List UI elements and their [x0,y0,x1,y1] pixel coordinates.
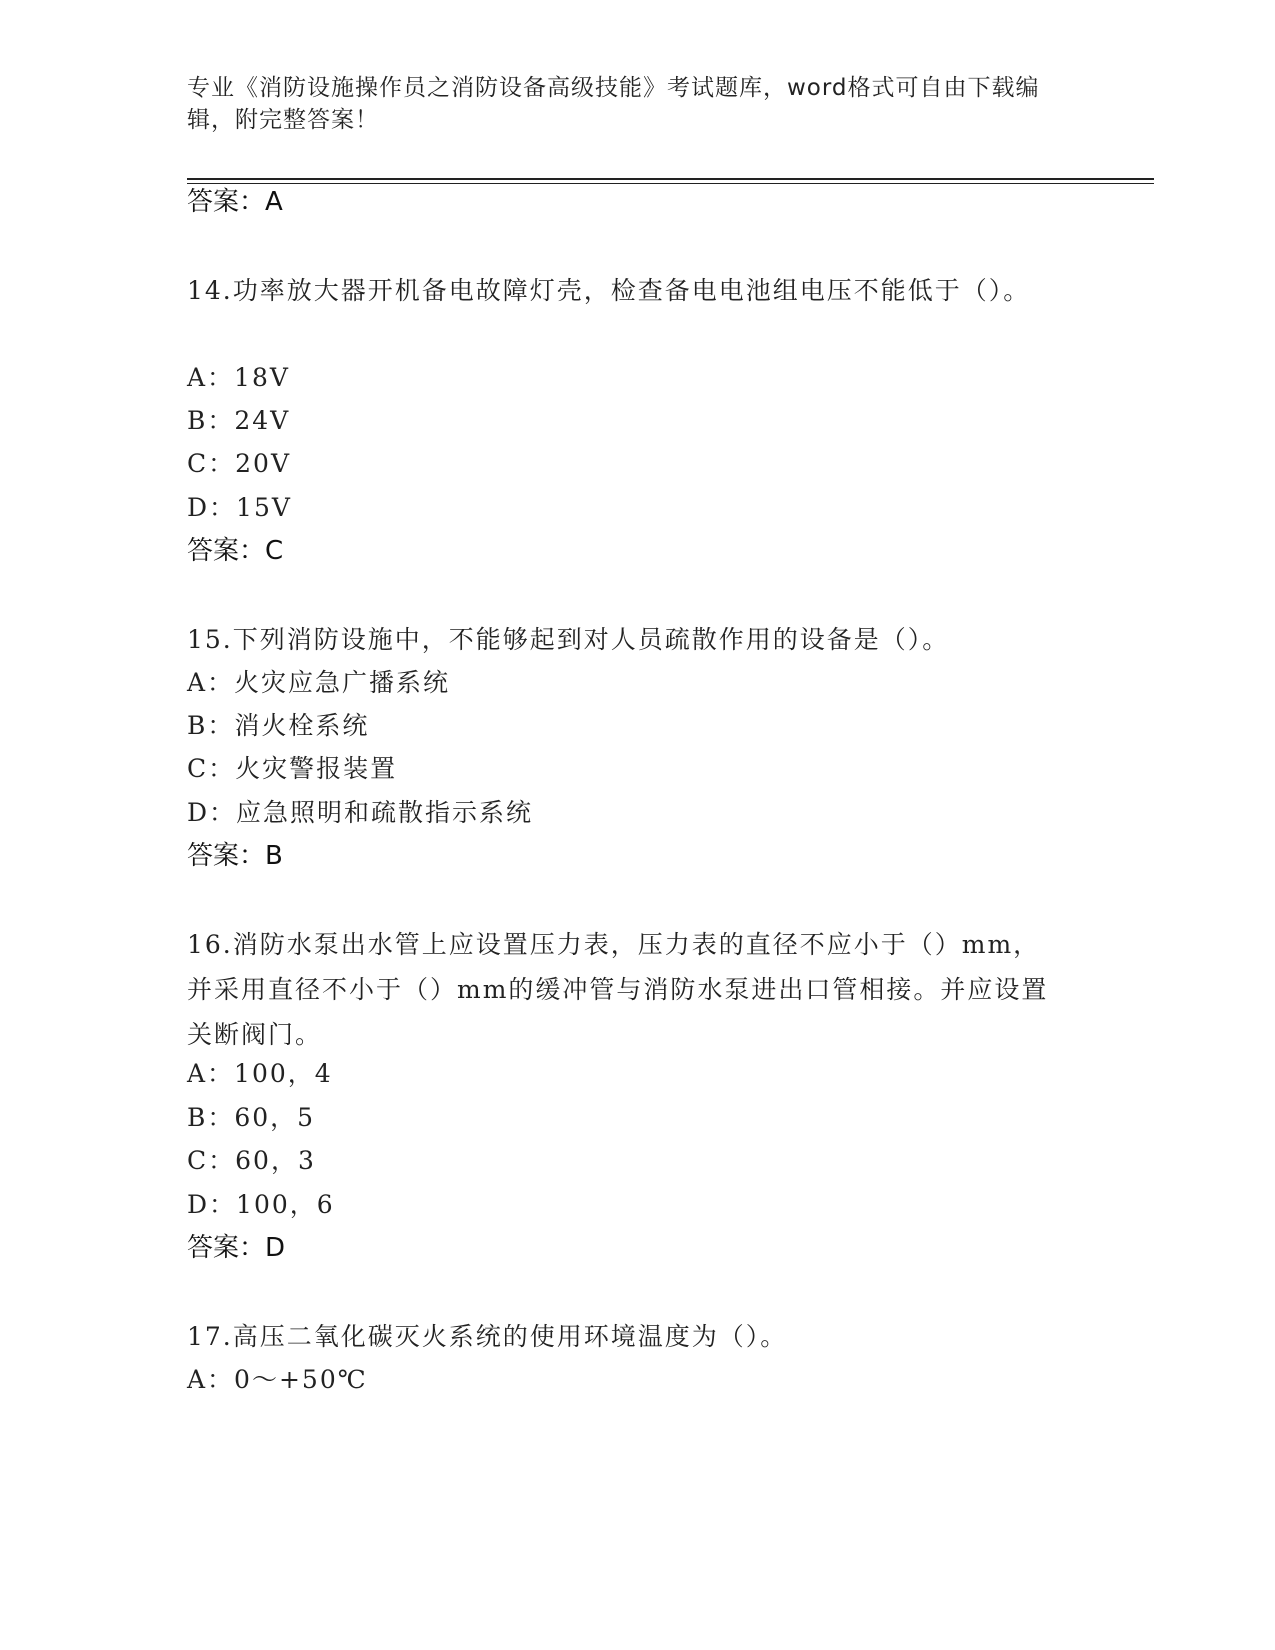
question-15-stem: 15.下列消防设施中，不能够起到对人员疏散作用的设备是（）。 [187,625,950,654]
question-15-option-b: B：消火栓系统 [187,711,370,740]
answer-15: 答案：B [187,841,283,871]
question-15-option-a: A：火灾应急广播系统 [187,668,451,697]
question-16-option-c: C：60，3 [187,1146,316,1175]
question-16-option-d: D：100，6 [187,1190,335,1219]
question-16-option-b: B：60，5 [187,1103,316,1132]
header-divider-thick [187,178,1154,180]
question-14-option-b: B：24V [187,406,291,435]
question-14-option-c: C：20V [187,449,291,478]
question-17-option-a: A：0～+50℃ [187,1365,368,1394]
header-divider-thin [187,183,1154,184]
question-16-option-a: A：100，4 [187,1059,333,1088]
question-14-stem: 14.功率放大器开机备电故障灯壳，检查备电电池组电压不能低于（）。 [187,276,1031,305]
question-16-stem: 16.消防水泵出水管上应设置压力表，压力表的直径不应小于（）mm，并采用直径不小于（）mm的缓冲管与消防水泵进出口管相接。并应设置关断阀门。 [187,930,1049,1049]
answer-13: 答案：A [187,187,283,217]
question-14-option-d: D：15V [187,493,292,522]
question-15-option-d: D：应急照明和疏散指示系统 [187,798,534,827]
document-header: 专业《消防设施操作员之消防设备高级技能》考试题库，word格式可自由下载编辑，附完整答案！ [187,75,1040,133]
question-17-stem: 17.高压二氧化碳灭火系统的使用环境温度为（）。 [187,1322,788,1351]
answer-14: 答案：C [187,536,284,566]
question-14-option-a: A：18V [187,363,290,392]
answer-16: 答案：D [187,1233,286,1263]
question-15-option-c: C：火灾警报装置 [187,754,398,783]
